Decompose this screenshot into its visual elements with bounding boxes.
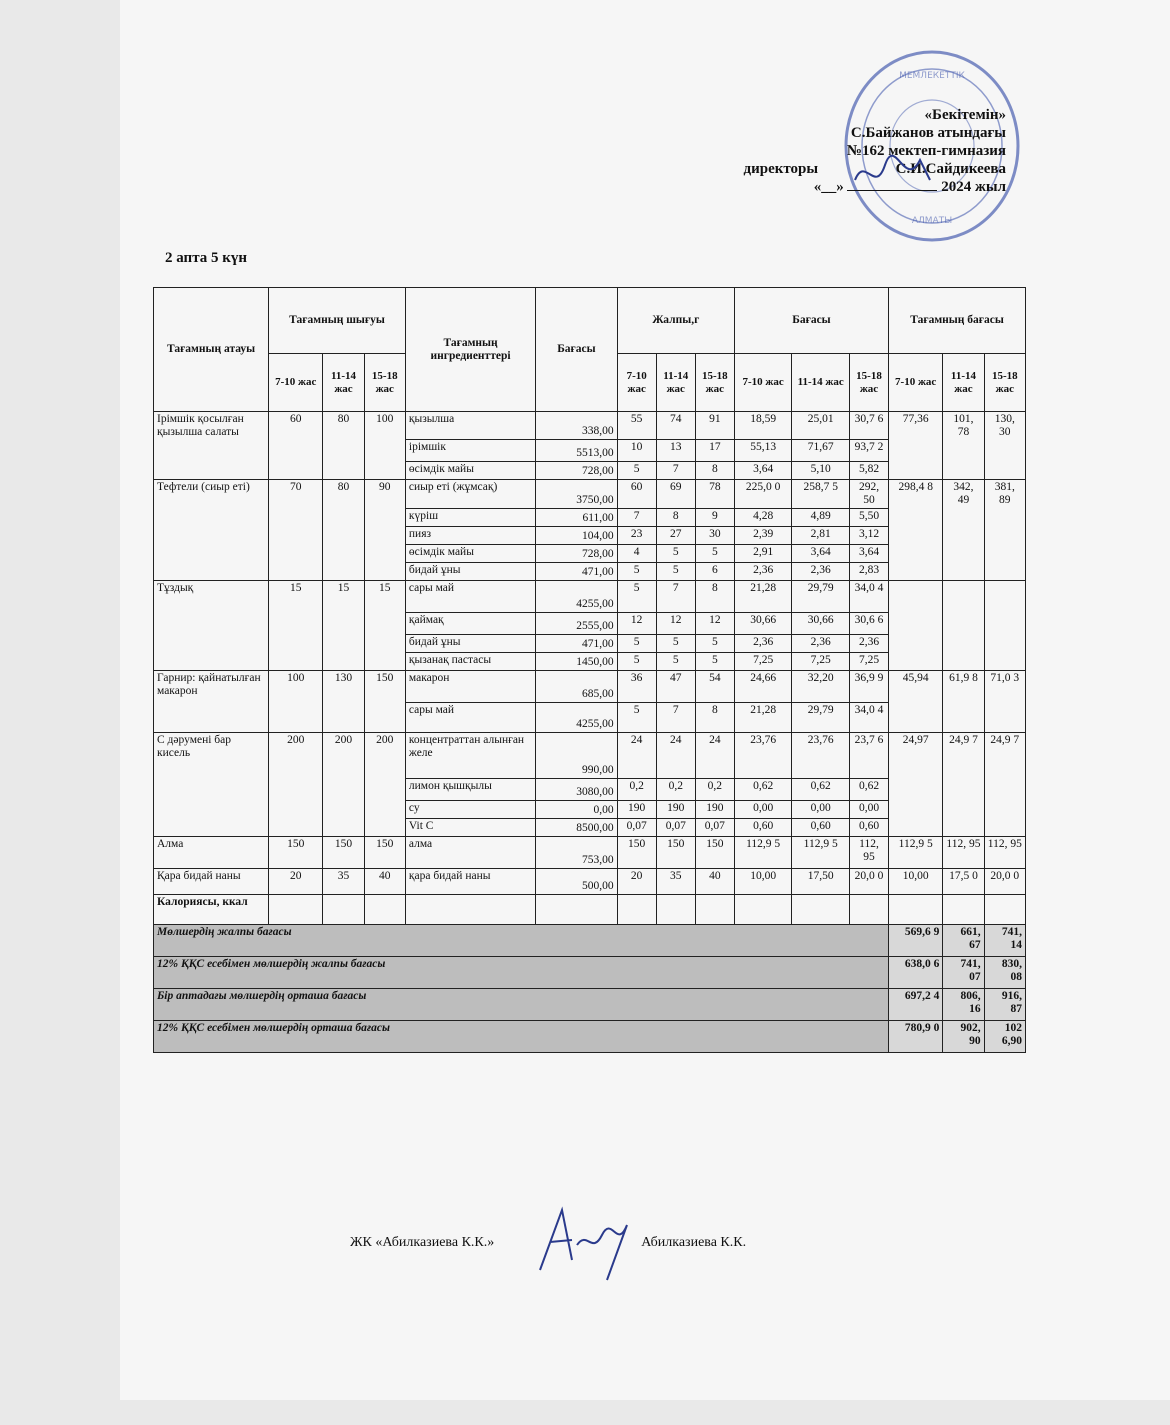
dish-output: 200 [323,733,364,837]
calories-label: Калориясы, ккал [154,895,269,925]
totals-label: 12% ҚҚС есебімен мөлшердің орташа бағасы [154,1021,889,1053]
dish-total-price: 24,9 7 [984,733,1025,837]
totals-label: Мөлшердің жалпы бағасы [154,925,889,957]
ingredient-cost: 23,76 [734,733,792,779]
ingredient-name: су [405,801,535,819]
ingredient-cost: 0,60 [734,819,792,837]
ingredient-price: 5513,00 [536,440,617,462]
dish-total-price: 130, 30 [984,412,1025,480]
table-row [154,480,1026,509]
ingredient-cost: 4,28 [734,509,792,527]
ingredient-gross: 5 [695,653,734,671]
ingredient-gross: 8 [656,509,695,527]
ingredient-gross: 6 [695,563,734,581]
ingredient-gross: 5 [656,545,695,563]
ingredient-cost: 0,00 [792,801,850,819]
ingredient-gross: 8 [695,462,734,480]
footer-company: ЖК «Абилказиева К.К.» [350,1235,495,1250]
ingredient-cost: 30,66 [792,613,850,635]
ingredient-gross: 13 [656,440,695,462]
ingredient-gross: 5 [695,545,734,563]
ingredient-cost: 5,82 [849,462,888,480]
ingredient-name: қаймақ [405,613,535,635]
ingredient-name: қызылша [405,412,535,440]
table-row [154,671,1026,703]
ingredient-gross: 12 [656,613,695,635]
empty-cell [617,895,656,925]
dish-total-price: 298,4 8 [889,480,943,581]
empty-cell [405,895,535,925]
ingredient-gross: 40 [695,869,734,895]
ingredient-gross: 10 [617,440,656,462]
dish-total-price: 61,9 8 [943,671,984,733]
director-name: С.И.Сайдикеева [895,161,1006,177]
ingredient-gross: 7 [656,703,695,733]
dish-output: 40 [364,869,405,895]
ingredient-name: пияз [405,527,535,545]
empty-cell [889,895,943,925]
ingredient-price: 990,00 [536,733,617,779]
ingredient-gross: 5 [656,635,695,653]
dish-total-price [984,581,1025,671]
empty-cell [849,895,888,925]
ingredient-cost: 23,76 [792,733,850,779]
ingredient-price: 728,00 [536,545,617,563]
header-output: Тағамның шығуы [269,288,406,354]
ingredient-gross: 24 [656,733,695,779]
ingredient-cost: 0,00 [849,801,888,819]
header-cost-age3: 15-18 жас [849,354,888,412]
totals-row [154,1021,1026,1053]
ingredient-gross: 36 [617,671,656,703]
ingredient-name: макарон [405,671,535,703]
ingredient-gross: 35 [656,869,695,895]
ingredient-cost: 2,36 [734,563,792,581]
ingredient-cost: 3,64 [734,462,792,480]
empty-cell [984,895,1025,925]
totals-value: 741, 14 [984,925,1025,957]
header-gross-age2: 11-14 жас [656,354,695,412]
ingredient-gross: 0,07 [695,819,734,837]
header-price: Бағасы [536,288,617,412]
ingredient-gross: 7 [656,462,695,480]
empty-cell [943,895,984,925]
dish-total-price: 77,36 [889,412,943,480]
ingredient-cost: 18,59 [734,412,792,440]
ingredient-price: 0,00 [536,801,617,819]
approval-line-5 [686,178,1006,196]
ingredient-cost: 4,89 [792,509,850,527]
ingredient-gross: 190 [695,801,734,819]
header-gross: Жалпы,г [617,288,734,354]
ingredient-gross: 74 [656,412,695,440]
dish-output: 150 [364,837,405,869]
approval-block [686,106,1006,196]
ingredient-gross: 91 [695,412,734,440]
ingredient-gross: 5 [617,703,656,733]
dish-output: 60 [269,412,323,480]
menu-table-body [154,412,1026,1053]
dish-output: 150 [323,837,364,869]
dish-output: 150 [364,671,405,733]
ingredient-name: ірімшік [405,440,535,462]
approval-line-1: «Бекітемін» [924,107,1006,123]
header-dish-price: Тағамның бағасы [889,288,1026,354]
ingredient-gross: 0,2 [617,779,656,801]
ingredient-name: қара бидай наны [405,869,535,895]
dish-total-price: 17,5 0 [943,869,984,895]
table-row [154,581,1026,613]
empty-cell [656,895,695,925]
header-ingredients: Тағамның ингредиенттері [405,288,535,412]
ingredient-gross: 54 [695,671,734,703]
ingredient-gross: 0,07 [617,819,656,837]
ingredient-cost: 24,66 [734,671,792,703]
ingredient-cost: 0,62 [734,779,792,801]
totals-value: 902, 90 [943,1021,984,1053]
ingredient-cost: 21,28 [734,581,792,613]
ingredient-cost: 30,66 [734,613,792,635]
totals-value: 780,9 0 [889,1021,943,1053]
ingredient-gross: 7 [656,581,695,613]
empty-cell [734,895,792,925]
header-output-age1: 7-10 жас [269,354,323,412]
ingredient-gross: 9 [695,509,734,527]
ingredient-gross: 47 [656,671,695,703]
ingredient-cost: 112, 95 [849,837,888,869]
date-close-quote: » [836,179,844,195]
footer-signature [532,1200,642,1285]
dish-output: 80 [323,412,364,480]
ingredient-cost: 23,7 6 [849,733,888,779]
ingredient-cost: 2,81 [792,527,850,545]
menu-table [153,287,1026,1053]
calories-row [154,895,1026,925]
ingredient-gross: 150 [617,837,656,869]
ingredient-name: сары май [405,703,535,733]
totals-value: 661, 67 [943,925,984,957]
dish-total-price [889,581,943,671]
ingredient-price: 2555,00 [536,613,617,635]
ingredient-cost: 2,36 [792,635,850,653]
dish-output: 15 [364,581,405,671]
ingredient-gross: 0,2 [695,779,734,801]
ingredient-cost: 20,0 0 [849,869,888,895]
ingredient-cost: 71,67 [792,440,850,462]
ingredient-name: концентраттан алынған желе [405,733,535,779]
ingredient-price: 338,00 [536,412,617,440]
dish-total-price: 101, 78 [943,412,984,480]
ingredient-gross: 27 [656,527,695,545]
header-cost-age2: 11-14 жас [792,354,850,412]
ingredient-gross: 0,2 [656,779,695,801]
header-output-age2: 11-14 жас [323,354,364,412]
ingredient-gross: 190 [656,801,695,819]
dish-output: 90 [364,480,405,581]
dish-total-price: 342, 49 [943,480,984,581]
totals-label: 12% ҚҚС есебімен мөлшердің жалпы бағасы [154,957,889,989]
ingredient-cost: 3,64 [849,545,888,563]
ingredient-price: 611,00 [536,509,617,527]
ingredient-name: алма [405,837,535,869]
ingredient-gross: 5 [695,635,734,653]
ingredient-gross: 12 [617,613,656,635]
totals-row [154,957,1026,989]
ingredient-price: 3080,00 [536,779,617,801]
ingredient-price: 753,00 [536,837,617,869]
ingredient-cost: 2,91 [734,545,792,563]
totals-value: 569,6 9 [889,925,943,957]
table-row [154,837,1026,869]
ingredient-cost: 34,0 4 [849,581,888,613]
ingredient-cost: 0,60 [792,819,850,837]
dish-total-price: 24,9 7 [943,733,984,837]
totals-value: 741, 07 [943,957,984,989]
dish-output: 35 [323,869,364,895]
approval-year: 2024 жыл [941,179,1006,195]
dish-total-price [943,581,984,671]
ingredient-gross: 0,07 [656,819,695,837]
ingredient-name: қызанақ пастасы [405,653,535,671]
ingredient-gross: 5 [617,581,656,613]
dish-name: Гарнир: қайнатылған макарон [154,671,269,733]
ingredient-cost: 10,00 [734,869,792,895]
ingredient-cost: 30,6 6 [849,613,888,635]
ingredient-cost: 258,7 5 [792,480,850,509]
date-open-quote: « [813,179,822,195]
ingredient-gross: 17 [695,440,734,462]
dish-output: 100 [364,412,405,480]
ingredient-name: өсімдік майы [405,462,535,480]
totals-value: 916, 87 [984,989,1025,1021]
dish-output: 200 [269,733,323,837]
empty-cell [269,895,323,925]
ingredient-gross: 5 [617,563,656,581]
ingredient-cost: 112,9 5 [734,837,792,869]
totals-value: 806, 16 [943,989,984,1021]
totals-label: Бір аптадағы мөлшердің орташа бағасы [154,989,889,1021]
dish-total-price: 112, 95 [943,837,984,869]
ingredient-cost: 34,0 4 [849,703,888,733]
ingredient-gross: 4 [617,545,656,563]
header-total-age1: 7-10 жас [889,354,943,412]
dish-total-price: 112,9 5 [889,837,943,869]
totals-row [154,925,1026,957]
header-name: Тағамның атауы [154,288,269,412]
ingredient-price: 4255,00 [536,703,617,733]
ingredient-cost: 93,7 2 [849,440,888,462]
empty-cell [536,895,617,925]
ingredient-cost: 2,39 [734,527,792,545]
footer-name: Абилказиева К.К. [641,1235,747,1250]
ingredient-cost: 112,9 5 [792,837,850,869]
dish-total-price: 10,00 [889,869,943,895]
ingredient-price: 3750,00 [536,480,617,509]
totals-row [154,989,1026,1021]
ingredient-gross: 5 [617,635,656,653]
ingredient-cost: 3,64 [792,545,850,563]
ingredient-name: бидай ұны [405,635,535,653]
dish-output: 200 [364,733,405,837]
director-signature [850,150,940,200]
dish-name: Тұздық [154,581,269,671]
ingredient-name: Vit C [405,819,535,837]
dish-total-price: 20,0 0 [984,869,1025,895]
dish-name: Алма [154,837,269,869]
ingredient-gross: 55 [617,412,656,440]
ingredient-cost: 2,36 [734,635,792,653]
ingredient-cost: 225,0 0 [734,480,792,509]
ingredient-cost: 29,79 [792,703,850,733]
ingredient-name: сары май [405,581,535,613]
dish-total-price: 71,0 3 [984,671,1025,733]
date-day: __ [821,179,837,195]
dish-total-price: 45,94 [889,671,943,733]
dish-name: Тефтели (сиыр еті) [154,480,269,581]
ingredient-cost: 7,25 [792,653,850,671]
table-row [154,733,1026,779]
ingredient-gross: 190 [617,801,656,819]
page-title: 2 апта 5 күн [165,250,248,266]
dish-name: Қара бидай наны [154,869,269,895]
ingredient-cost: 5,10 [792,462,850,480]
empty-cell [792,895,850,925]
ingredient-cost: 29,79 [792,581,850,613]
ingredient-gross: 24 [695,733,734,779]
ingredient-cost: 2,36 [849,635,888,653]
svg-text:АЛМАТЫ: АЛМАТЫ [911,216,953,226]
header-gross-age1: 7-10 жас [617,354,656,412]
ingredient-gross: 69 [656,480,695,509]
ingredient-price: 685,00 [536,671,617,703]
ingredient-gross: 150 [656,837,695,869]
ingredient-cost: 292, 50 [849,480,888,509]
approval-line-3: №162 мектеп-гимназия [846,143,1006,159]
dish-total-price: 381, 89 [984,480,1025,581]
dish-total-price: 24,97 [889,733,943,837]
ingredient-cost: 0,00 [734,801,792,819]
totals-value: 102 6,90 [984,1021,1025,1053]
ingredient-cost: 0,62 [849,779,888,801]
ingredient-name: күріш [405,509,535,527]
ingredient-price: 1450,00 [536,653,617,671]
ingredient-price: 500,00 [536,869,617,895]
totals-value: 830, 08 [984,957,1025,989]
header-total-age2: 11-14 жас [943,354,984,412]
ingredient-cost: 5,50 [849,509,888,527]
director-label: директоры [743,161,819,177]
ingredient-price: 104,00 [536,527,617,545]
ingredient-cost: 2,36 [792,563,850,581]
ingredient-gross: 8 [695,703,734,733]
totals-value: 638,0 6 [889,957,943,989]
header-total-age3: 15-18 жас [984,354,1025,412]
ingredient-gross: 5 [617,462,656,480]
ingredient-price: 728,00 [536,462,617,480]
dish-output: 80 [323,480,364,581]
dish-total-price: 112, 95 [984,837,1025,869]
ingredient-gross: 23 [617,527,656,545]
ingredient-price: 8500,00 [536,819,617,837]
ingredient-gross: 30 [695,527,734,545]
table-row [154,412,1026,440]
ingredient-cost: 7,25 [734,653,792,671]
ingredient-gross: 5 [617,653,656,671]
header-cost-age1: 7-10 жас [734,354,792,412]
ingredient-cost: 0,62 [792,779,850,801]
empty-cell [364,895,405,925]
ingredient-gross: 7 [617,509,656,527]
header-output-age3: 15-18 жас [364,354,405,412]
table-row [154,869,1026,895]
ingredient-gross: 78 [695,480,734,509]
ingredient-name: лимон қышқылы [405,779,535,801]
ingredient-cost: 36,9 9 [849,671,888,703]
ingredient-cost: 32,20 [792,671,850,703]
dish-output: 15 [323,581,364,671]
ingredient-cost: 3,12 [849,527,888,545]
ingredient-cost: 30,7 6 [849,412,888,440]
dish-output: 15 [269,581,323,671]
ingredient-cost: 7,25 [849,653,888,671]
ingredient-gross: 12 [695,613,734,635]
ingredient-name: бидай ұны [405,563,535,581]
header-cost: Бағасы [734,288,888,354]
ingredient-name: сиыр еті (жұмсақ) [405,480,535,509]
header-gross-age3: 15-18 жас [695,354,734,412]
ingredient-cost: 2,83 [849,563,888,581]
ingredient-gross: 24 [617,733,656,779]
ingredient-price: 4255,00 [536,581,617,613]
ingredient-price: 471,00 [536,563,617,581]
dish-name: С дәрумені бар кисель [154,733,269,837]
dish-output: 100 [269,671,323,733]
empty-cell [323,895,364,925]
approval-line-4 [686,160,1006,178]
dish-output: 20 [269,869,323,895]
ingredient-gross: 8 [695,581,734,613]
dish-name: Ірімшік қосылған қызылша салаты [154,412,269,480]
approval-line-2: С.Байжанов атындағы [850,125,1006,141]
empty-cell [695,895,734,925]
svg-text:МЕМЛЕКЕТТІК: МЕМЛЕКЕТТІК [899,71,965,81]
ingredient-gross: 5 [656,653,695,671]
ingredient-cost: 21,28 [734,703,792,733]
ingredient-gross: 5 [656,563,695,581]
totals-value: 697,2 4 [889,989,943,1021]
ingredient-gross: 150 [695,837,734,869]
ingredient-cost: 0,60 [849,819,888,837]
ingredient-cost: 25,01 [792,412,850,440]
dish-output: 70 [269,480,323,581]
dish-output: 150 [269,837,323,869]
ingredient-gross: 60 [617,480,656,509]
ingredient-cost: 55,13 [734,440,792,462]
ingredient-gross: 20 [617,869,656,895]
dish-output: 130 [323,671,364,733]
ingredient-cost: 17,50 [792,869,850,895]
ingredient-name: өсімдік майы [405,545,535,563]
ingredient-price: 471,00 [536,635,617,653]
